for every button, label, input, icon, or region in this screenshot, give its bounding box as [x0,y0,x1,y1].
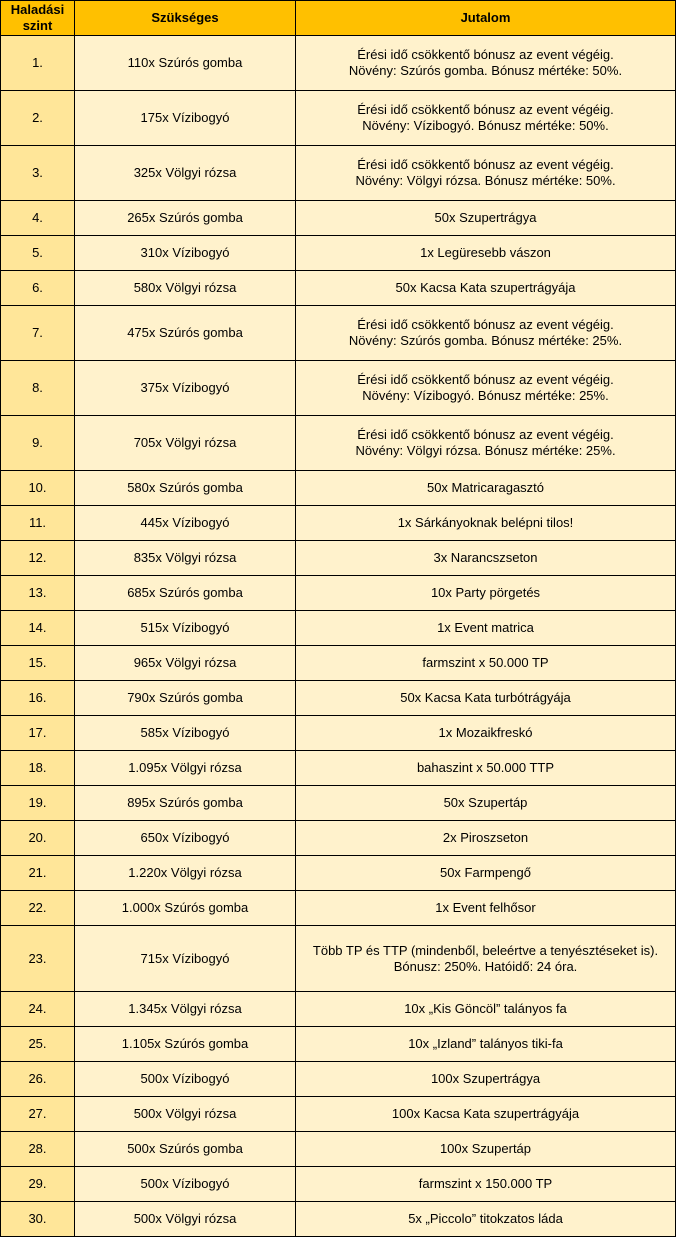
table-row [1,891,676,926]
reward-cell [296,646,676,681]
level-cell: 6. [1,271,75,306]
required-cell: 325x Völgyi rózsa [75,146,296,201]
reward-cell [296,36,676,91]
table-row [1,751,676,786]
table-row [1,856,676,891]
required-cell: 580x Völgyi rózsa [75,271,296,306]
table-row [1,1097,676,1132]
required-cell: 375x Vízibogyó [75,361,296,416]
reward-line: Növény: Völgyi rózsa. Bónusz mértéke: 25%. [355,443,616,458]
reward-line: Érési idő csökkentő bónusz az event végéig. [357,47,614,62]
reward-line: bahaszint x 50.000 TTP [416,760,555,775]
table-row [1,271,676,306]
required-cell: 1.095x Völgyi rózsa [75,751,296,786]
reward-cell [296,236,676,271]
reward-cell [296,786,676,821]
level-cell: 16. [1,681,75,716]
reward-line: 50x Matricaragasztó [426,480,545,495]
required-cell: 500x Völgyi rózsa [75,1202,296,1237]
reward-line: 50x Szupertáp [443,795,528,810]
reward-cell [296,506,676,541]
reward-line: Több TP és TTP (mindenből, beleértve a tenyésztéseket is). [312,942,659,958]
table-row [1,821,676,856]
reward-cell [296,716,676,751]
required-cell: 310x Vízibogyó [75,236,296,271]
level-cell: 22. [1,891,75,926]
reward-cell [296,91,676,146]
level-cell: 26. [1,1062,75,1097]
reward-cell [296,1097,676,1132]
header-row [1,1,676,36]
reward-cell [296,1062,676,1097]
reward-line: 50x Szupertrágya [434,210,537,225]
required-cell: 1.105x Szúrós gomba [75,1027,296,1062]
table-row [1,611,676,646]
reward-cell [296,271,676,306]
table-row [1,36,676,91]
required-cell: 715x Vízibogyó [75,926,296,992]
table-row [1,541,676,576]
required-cell: 835x Völgyi rózsa [75,541,296,576]
reward-line: 50x Farmpengő [439,865,532,880]
reward-cell [296,1027,676,1062]
table-row [1,926,676,992]
table-row [1,716,676,751]
reward-cell [296,361,676,416]
header-reward: Jutalom [296,1,676,36]
table-row [1,506,676,541]
required-cell: 265x Szúrós gomba [75,201,296,236]
table-row [1,786,676,821]
level-cell: 27. [1,1097,75,1132]
table-row [1,1027,676,1062]
table-row [1,1202,676,1237]
level-cell: 29. [1,1167,75,1202]
reward-line: 50x Kacsa Kata turbótrágyája [400,690,571,705]
required-cell: 500x Szúrós gomba [75,1132,296,1167]
level-cell: 4. [1,201,75,236]
reward-cell [296,306,676,361]
table-row [1,992,676,1027]
reward-line: 3x Narancszseton [433,550,538,565]
reward-line: 5x „Piccolo” titokzatos láda [408,1211,563,1226]
table-row [1,146,676,201]
level-cell: 1. [1,36,75,91]
reward-line: Növény: Szúrós gomba. Bónusz mértéke: 25%. [348,333,623,348]
table-row [1,646,676,681]
table-row [1,1062,676,1097]
table-row [1,576,676,611]
level-cell: 28. [1,1132,75,1167]
reward-line: Növény: Szúrós gomba. Bónusz mértéke: 50%. [348,63,623,78]
reward-cell [296,891,676,926]
reward-cell [296,1132,676,1167]
reward-line: 1x Event matrica [437,620,534,635]
reward-cell [296,201,676,236]
reward-line: 1x Legüresebb vászon [420,245,551,260]
table-row [1,306,676,361]
level-cell: 10. [1,471,75,506]
level-cell: 23. [1,926,75,992]
table-row [1,1132,676,1167]
level-cell: 3. [1,146,75,201]
level-cell: 12. [1,541,75,576]
reward-line: 100x Szupertrágya [430,1071,541,1086]
required-cell: 110x Szúrós gomba [75,36,296,91]
reward-cell [296,611,676,646]
reward-line: 100x Szupertáp [439,1141,532,1156]
required-cell: 515x Vízibogyó [75,611,296,646]
reward-cell [296,926,676,992]
level-cell: 8. [1,361,75,416]
reward-line: 50x Kacsa Kata szupertrágyája [395,280,576,295]
header-level: Haladási szint [1,1,75,36]
required-cell: 650x Vízibogyó [75,821,296,856]
level-cell: 19. [1,786,75,821]
reward-line: 10x Party pörgetés [430,585,541,600]
reward-line: Érési idő csökkentő bónusz az event végéig. [357,157,614,172]
required-cell: 1.000x Szúrós gomba [75,891,296,926]
table-row [1,236,676,271]
level-cell: 15. [1,646,75,681]
reward-line: Érési idő csökkentő bónusz az event végéig. [357,427,614,442]
required-cell: 475x Szúrós gomba [75,306,296,361]
level-cell: 30. [1,1202,75,1237]
required-cell: 685x Szúrós gomba [75,576,296,611]
level-cell: 11. [1,506,75,541]
required-cell: 580x Szúrós gomba [75,471,296,506]
table-row [1,361,676,416]
reward-cell [296,992,676,1027]
reward-cell [296,1202,676,1237]
reward-cell [296,576,676,611]
level-cell: 9. [1,416,75,471]
level-cell: 14. [1,611,75,646]
reward-line: 10x „Izland” talányos tiki-fa [408,1036,563,1051]
reward-cell [296,541,676,576]
level-cell: 20. [1,821,75,856]
reward-cell [296,751,676,786]
reward-line: farmszint x 50.000 TP [422,655,549,670]
reward-cell [296,856,676,891]
level-cell: 13. [1,576,75,611]
reward-line: Érési idő csökkentő bónusz az event végéig. [357,372,614,387]
required-cell: 500x Völgyi rózsa [75,1097,296,1132]
table-row [1,416,676,471]
reward-line: farmszint x 150.000 TP [418,1176,553,1191]
table-row [1,91,676,146]
required-cell: 1.345x Völgyi rózsa [75,992,296,1027]
level-cell: 24. [1,992,75,1027]
required-cell: 585x Vízibogyó [75,716,296,751]
required-cell: 965x Völgyi rózsa [75,646,296,681]
reward-line: 2x Piroszseton [442,830,529,845]
table-row [1,681,676,716]
required-cell: 445x Vízibogyó [75,506,296,541]
reward-line: 1x Event felhősor [435,900,536,915]
table-body [1,36,676,1237]
required-cell: 175x Vízibogyó [75,91,296,146]
required-cell: 895x Szúrós gomba [75,786,296,821]
reward-line: 1x Mozaikfreskó [438,725,533,740]
table-row [1,201,676,236]
reward-line: 100x Kacsa Kata szupertrágyája [391,1106,580,1121]
reward-cell [296,146,676,201]
reward-line: Növény: Vízibogyó. Bónusz mértéke: 25%. [362,388,609,403]
reward-line: Bónusz: 250%. Hatóidő: 24 óra. [393,958,578,974]
required-cell: 1.220x Völgyi rózsa [75,856,296,891]
reward-line: Érési idő csökkentő bónusz az event végéig. [357,102,614,117]
reward-cell [296,471,676,506]
reward-cell [296,821,676,856]
level-cell: 5. [1,236,75,271]
table-row [1,471,676,506]
reward-cell [296,681,676,716]
reward-cell [296,416,676,471]
reward-line: Érési idő csökkentő bónusz az event végéig. [357,317,614,332]
level-cell: 21. [1,856,75,891]
level-cell: 2. [1,91,75,146]
required-cell: 790x Szúrós gomba [75,681,296,716]
required-cell: 500x Vízibogyó [75,1062,296,1097]
level-cell: 25. [1,1027,75,1062]
required-cell: 705x Völgyi rózsa [75,416,296,471]
level-cell: 7. [1,306,75,361]
required-cell: 500x Vízibogyó [75,1167,296,1202]
level-cell: 17. [1,716,75,751]
header-required: Szükséges [75,1,296,36]
reward-line: 10x „Kis Göncöl” talányos fa [404,1001,567,1016]
reward-line: 1x Sárkányoknak belépni tilos! [397,515,574,530]
reward-line: Növény: Völgyi rózsa. Bónusz mértéke: 50%. [355,173,616,188]
level-cell: 18. [1,751,75,786]
reward-cell [296,1167,676,1202]
reward-line: Növény: Vízibogyó. Bónusz mértéke: 50%. [362,118,609,133]
table-row [1,1167,676,1202]
